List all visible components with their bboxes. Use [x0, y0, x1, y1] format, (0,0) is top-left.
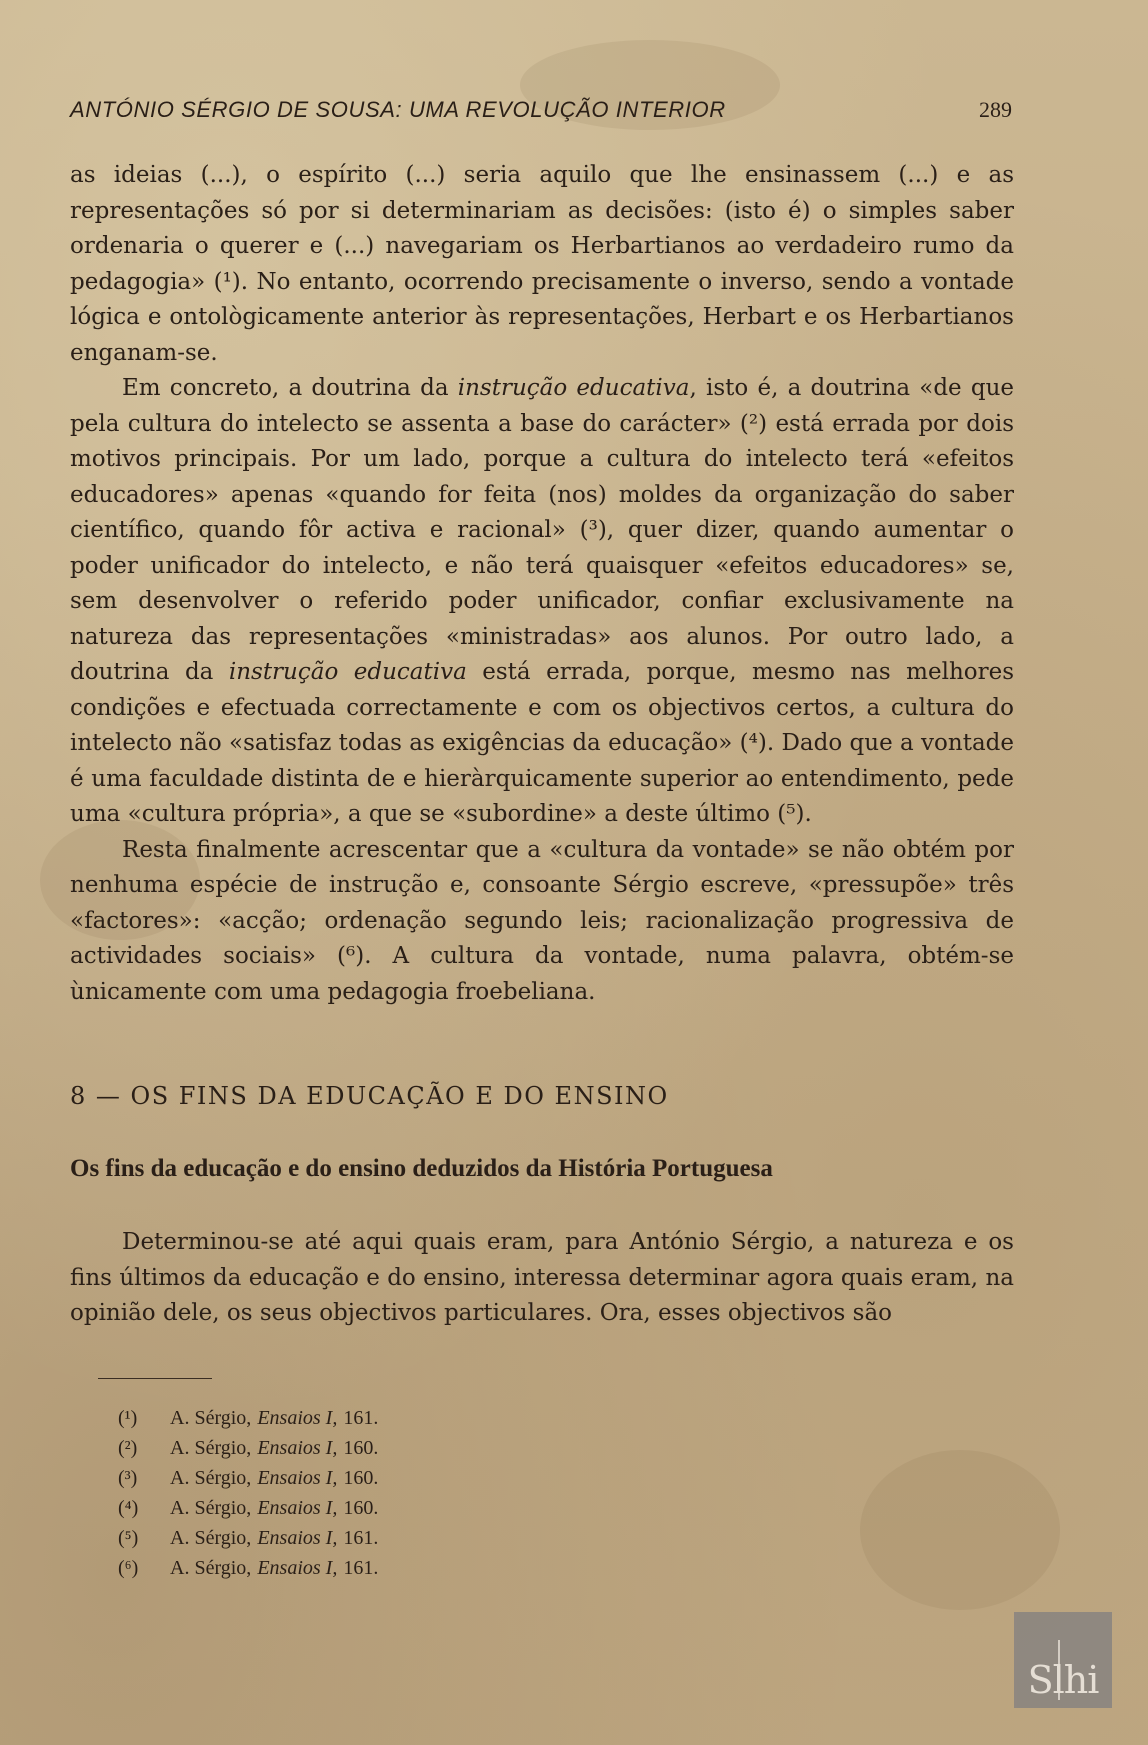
paper-stain — [860, 1450, 1060, 1610]
page-number: 289 — [979, 97, 1012, 122]
text-segment: as ideias (...), o espírito (...) seria aquilo que lhe ensinassem (...) e as representações só por si determinariam as decisões: (isto é) o simples saber ordenaria o querer e (...) navegariam os Herbartianos ao verdadeiro rumo da pedagogia» (¹). No entanto, ocorrendo precisamente o inverso, sendo a vontade lógica e ontològicamente anterior às representações, Herbart e os Herbartianos enganam-se. — [70, 162, 1014, 366]
footnote-rule — [98, 1378, 212, 1379]
subsection-heading: Os fins da educação e do ensino deduzidos da História Portuguesa — [70, 1155, 773, 1182]
footnote — [118, 1433, 378, 1463]
running-title: ANTÓNIO SÉRGIO DE SOUSA: UMA REVOLUÇÃO INTERIOR — [70, 97, 726, 122]
footnote-page: 161. — [343, 1407, 379, 1429]
footnote — [118, 1553, 378, 1583]
footnote — [118, 1403, 378, 1433]
paragraph: Determinou-se até aqui quais eram, para António Sérgio, a natureza e os fins últimos da educação e do ensino, interessa determinar agora quais eram, na opinião dele, os seus objectivos particulares. Ora, esses objectivos são — [70, 1229, 1014, 1326]
stamp-text: Slhi — [1027, 1658, 1099, 1702]
footnote-work: Ensaios I, — [257, 1527, 338, 1549]
footnote-mark: (⁵) — [118, 1527, 139, 1549]
text-segment: está errada, porque, mesmo nas melhores condições e efectuada correctamente e com os objectivos certos, a cultura do intelecto não «satisfaz todas as exigências da educação» (⁴). Dado que a vontade é uma faculdade distinta de e hieràrquicamente superior ao entendimento, pede uma «cultura própria», a que se «subordine» a deste último (⁵). — [70, 659, 1015, 827]
footnote-work: Ensaios I, — [257, 1407, 338, 1429]
text-segment: , isto é, a doutrina «de que pela cultura do intelecto se assenta a base do carácter» (²) está errada por dois motivos principais. Por um lado, porque a cultura do intelecto terá «efeitos educadores» apenas «quando for feita (nos) moldes da organização do saber científico, quando fôr activa e racional» (³), quer dizer, quando aumentar o poder unificador do intelecto, e não terá quaisquer «efeitos educadores» se, sem desenvolver o referido poder unificador, confiar exclusivamente na natureza das representações «ministradas» aos alunos. Por outro lado, a doutrina da — [70, 375, 1015, 685]
footnote — [118, 1463, 378, 1493]
footnote — [118, 1523, 378, 1553]
body-text — [70, 1225, 1014, 1332]
footnote-author: A. Sérgio, — [170, 1437, 252, 1459]
footnote — [118, 1493, 378, 1523]
paragraph — [70, 158, 1014, 371]
footnote-author: A. Sérgio, — [170, 1557, 252, 1579]
footnote-page: 160. — [343, 1437, 379, 1459]
footnote-author: A. Sérgio, — [170, 1467, 252, 1489]
footnote-work: Ensaios I, — [257, 1497, 338, 1519]
body-text — [70, 158, 1014, 1010]
footnote-mark: (⁶) — [118, 1557, 139, 1579]
paragraph — [70, 833, 1014, 1011]
text-segment: Em concreto, a doutrina da — [122, 375, 458, 401]
footnote-page: 160. — [343, 1467, 379, 1489]
footnote-page: 160. — [343, 1497, 379, 1519]
italic-segment: instrução educativa — [228, 659, 467, 685]
footnotes — [118, 1403, 378, 1583]
footnote-page: 161. — [343, 1557, 379, 1579]
footnote-mark: (³) — [118, 1467, 138, 1489]
footnote-author: A. Sérgio, — [170, 1497, 252, 1519]
footnote-work: Ensaios I, — [257, 1437, 338, 1459]
footnote-mark: (¹) — [118, 1407, 138, 1429]
section-heading: 8 — OS FINS DA EDUCAÇÃO E DO ENSINO — [70, 1082, 669, 1110]
footnote-work: Ensaios I, — [257, 1467, 338, 1489]
footnote-work: Ensaios I, — [257, 1557, 338, 1579]
italic-segment: instrução educativa — [457, 375, 690, 401]
library-stamp-logo — [1014, 1612, 1112, 1708]
text-segment: Resta finalmente acrescentar que a «cultura da vontade» se não obtém por nenhuma espécie de instrução e, consoante Sérgio escreve, «pressupõe» três «factores»: «acção; ordenação segundo leis; racionalização progressiva de actividades sociais» (⁶). A cultura da vontade, numa palavra, obtém-se ùnicamente com uma pedagogia froebeliana. — [70, 836, 1014, 1005]
footnote-page: 161. — [343, 1527, 379, 1549]
footnote-mark: (²) — [118, 1437, 138, 1459]
footnote-mark: (⁴) — [118, 1497, 139, 1519]
footnote-author: A. Sérgio, — [170, 1407, 252, 1429]
running-head — [70, 97, 1012, 127]
paragraph — [70, 371, 1014, 833]
footnote-author: A. Sérgio, — [170, 1527, 252, 1549]
